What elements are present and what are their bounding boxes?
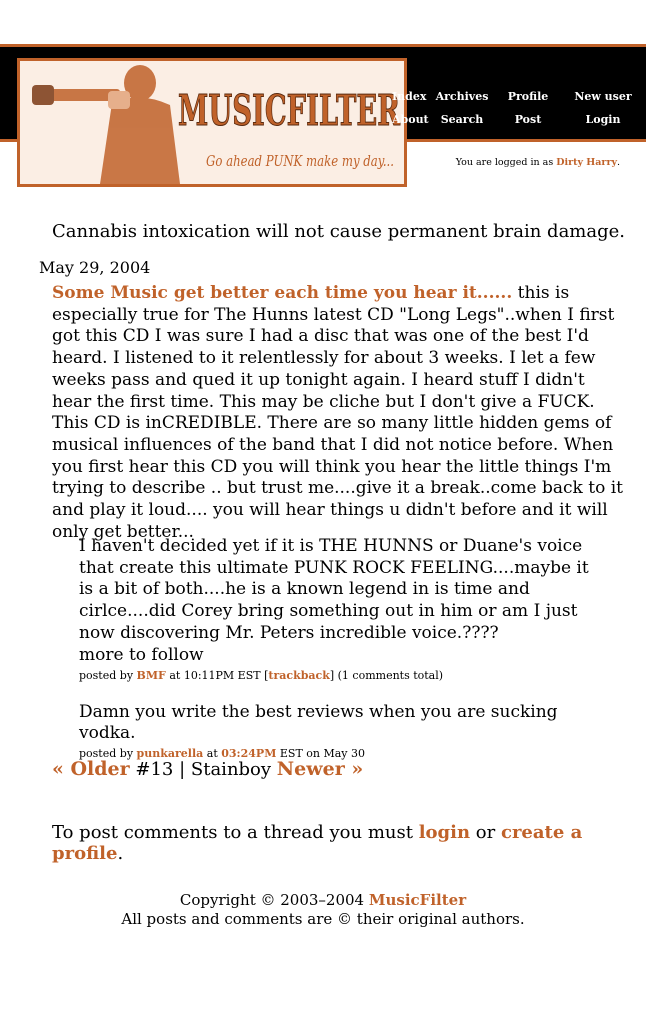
- site-logo[interactable]: [17, 58, 407, 187]
- comment-at: at: [206, 747, 218, 760]
- thread-body: this is especially true for The Hunns latest CD "Long Legs"..when I first got this CD I was sure I had a disc that was one of the best I'd heard. I listened to it relentlessly for about 3 weeks. I let a few weeks pass and qued it up tonight again. I heard stuff I didn't hear the first time. This may be cliche but I don't give a FUCK. This CD is inCREDIBLE. There are so many little hidden gems of musical influences of the band that I did not notice before. When you first hear this CD you will think you hear the little things I'm trying to describe .. but trust me....give it a break..come back to it and play it loud.... you will hear things u didn't before and it will only get better...: [52, 283, 623, 542]
- current-user-link[interactable]: Dirty Harry: [556, 157, 617, 168]
- logo-wordmark: MUSICFILTER: [178, 86, 401, 135]
- nav-archives[interactable]: Archives: [435, 90, 489, 103]
- thread-post: [52, 283, 624, 543]
- author-link[interactable]: BMF: [136, 669, 166, 683]
- nav-profile[interactable]: Profile: [507, 90, 549, 103]
- nav-post[interactable]: Post: [514, 113, 542, 126]
- logo-art: [20, 61, 404, 184]
- rights-line: All posts and comments are © their original authors.: [121, 910, 525, 928]
- nav-login[interactable]: Login: [585, 113, 621, 126]
- older-link[interactable]: « Older: [52, 758, 130, 780]
- comment: [79, 702, 619, 761]
- login-link[interactable]: login: [418, 822, 471, 843]
- post-note-prefix: To post comments to a thread you must: [52, 822, 413, 843]
- thread-meta: [79, 668, 599, 683]
- create-profile-link[interactable]: create a profile: [52, 822, 583, 864]
- post-time: at 10:11PM EST [: [169, 669, 269, 683]
- post-note-or: or: [475, 822, 496, 843]
- comment-posted-by-label: posted by: [79, 747, 134, 760]
- thread-date: May 29, 2004: [39, 258, 151, 277]
- thread-title[interactable]: Some Music get better each time you hear it......: [52, 283, 513, 303]
- comment-author-link[interactable]: punkarella: [136, 747, 204, 760]
- nav-about[interactable]: About: [392, 113, 429, 126]
- comment-text: Damn you write the best reviews when you are sucking vodka.: [79, 702, 558, 743]
- main-nav: [392, 90, 644, 126]
- comment-time-link[interactable]: 03:24PM: [221, 747, 277, 760]
- thread-more-to-follow: more to follow: [79, 644, 204, 665]
- comment-count: ] (1 comments total): [329, 669, 444, 683]
- thread-pager: [52, 758, 363, 780]
- thread-more-body: I haven't decided yet if it is THE HUNNS or Duane's voice that create this ultimate PUNK ROCK FEELING....maybe it is a bit of both....he is a known legend in is time and cirlce....did Corey bring something out in him or am I just now discovering Mr. Peters incredible voice.????: [79, 536, 589, 643]
- login-status-suffix: .: [616, 157, 620, 168]
- post-comment-note: [52, 822, 646, 864]
- nav-index[interactable]: Index: [392, 90, 427, 103]
- copyright-prefix: Copyright © 2003–2004: [179, 891, 365, 909]
- nav-search[interactable]: Search: [440, 113, 484, 126]
- comment-time-tail: EST on May 30: [279, 747, 366, 760]
- footer: [0, 891, 646, 929]
- copyright-line: [0, 891, 646, 910]
- login-status: [456, 157, 620, 168]
- posted-by-label: posted by: [79, 669, 134, 683]
- pager-current: #13 | Stainboy: [135, 759, 272, 780]
- trackback-link[interactable]: trackback: [268, 669, 330, 683]
- post-note-suffix: .: [117, 843, 124, 864]
- login-status-prefix: You are logged in as: [455, 157, 554, 168]
- logo-tagline: Go ahead PUNK make my day...: [206, 152, 394, 170]
- nav-new-user[interactable]: New user: [574, 90, 632, 103]
- footer-site-link[interactable]: MusicFilter: [368, 891, 467, 909]
- newer-link[interactable]: Newer »: [276, 758, 364, 780]
- site-tagline: Cannabis intoxication will not cause permanent brain damage.: [52, 221, 625, 242]
- thread-continued: [79, 536, 599, 683]
